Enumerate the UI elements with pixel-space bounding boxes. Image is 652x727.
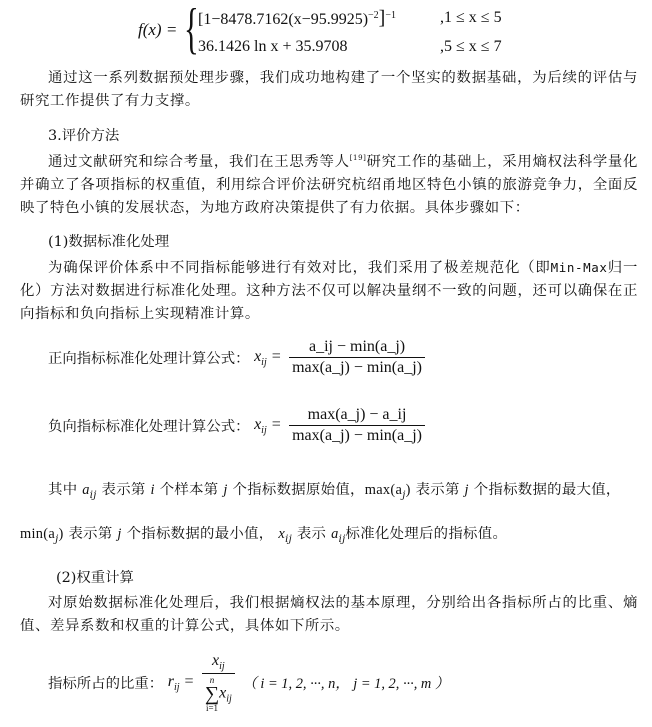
citation-ref: [19]	[349, 154, 367, 162]
subheading-2: (2)权重计算	[56, 570, 134, 586]
negative-label: 负向指标标准化处理计算公式：	[48, 419, 250, 435]
negative-denominator: max(a_j) − min(a_j)	[292, 427, 422, 444]
positive-lhs: $x_{ij}$ =	[254, 347, 282, 368]
piecewise-formula	[138, 0, 558, 61]
ratio-condition: （ i = 1, 2, ···, n， j = 1, 2, ···, m ）	[242, 676, 450, 692]
subheading-1: (1)数据标准化处理	[48, 234, 170, 250]
paragraph-3: 为确保评价体系中不同指标能够进行有效对比，我们采用了极差规范化（即Min-Max归一化）方法对数据进行标准化处理。这种方法不仅可以解决量纲不一致的问题，还可以确保在正向指标和负向指标上实现精准计算。	[20, 260, 638, 322]
positive-fraction	[289, 338, 425, 377]
case2-condition: ,5 ≤ x ≤ 7	[440, 38, 502, 55]
min-max-code: Min-Max	[550, 260, 608, 275]
case1-condition: ,1 ≤ x ≤ 5	[440, 9, 502, 26]
paragraph-2: 通过文献研究和综合考量，我们在王思秀等人[19]研究工作的基础上，采用熵权法科学量化并确立了各项指标的权重值，利用综合评价法研究杭绍甬地区特色小镇的旅游竞争力，全面反映了特色小镇的发展状态，为地方政府决策提供了有力依据。具体步骤如下：	[20, 154, 638, 216]
ratio-fraction: $x_{ij}$ n ∑ i=1 $x_{ij}$	[202, 652, 235, 713]
positive-denominator: max(a_j) − min(a_j)	[292, 359, 422, 376]
ratio-formula-row	[48, 652, 449, 713]
positive-numerator: a_ij − min(a_j)	[289, 338, 425, 358]
formula-lhs: f(x) =	[138, 20, 178, 39]
positive-formula-row	[48, 338, 428, 377]
brace: {	[184, 0, 199, 60]
negative-numerator: max(a_j) − a_ij	[289, 406, 425, 426]
case1-expr: $[1-8478.7162(x-95.9925)^{-2}]^{-1}$	[198, 7, 396, 29]
explanation-line-1: 其中 $a_{ij}$ 表示第 i 个样本第 j 个指标数据原始值，$\max(a_j)$ 表示第 j 个指标数据的最大值，	[48, 482, 621, 501]
section-heading-3: 3.评价方法	[48, 128, 120, 144]
paragraph-4: 对原始数据标准化处理后，我们根据熵权法的基本原理，分别给出各指标所占的比重、熵值、差异系数和权重的计算公式，具体如下所示。	[20, 595, 638, 634]
case2-expr: 36.1426 ln x + 35.9708	[198, 38, 348, 55]
ratio-lhs: $r_{ij}$ =	[167, 672, 195, 693]
paragraph-1: 通过这一系列数据预处理步骤，我们成功地构建了一个坚实的数据基础，为后续的评估与研究工作提供了有力支撑。	[20, 70, 638, 109]
ratio-label: 指标所占的比重：	[48, 676, 164, 692]
positive-label: 正向指标标准化处理计算公式：	[48, 351, 250, 367]
explanation-line-2: $\min(a_j)$ 表示第 j 个指标数据的最小值， $x_{ij}$ 表示 $a_{ij}$标准化处理后的指标值。	[20, 526, 508, 545]
negative-fraction	[289, 406, 425, 445]
negative-formula-row	[48, 406, 428, 445]
negative-lhs: $x_{ij}$ =	[254, 415, 282, 436]
